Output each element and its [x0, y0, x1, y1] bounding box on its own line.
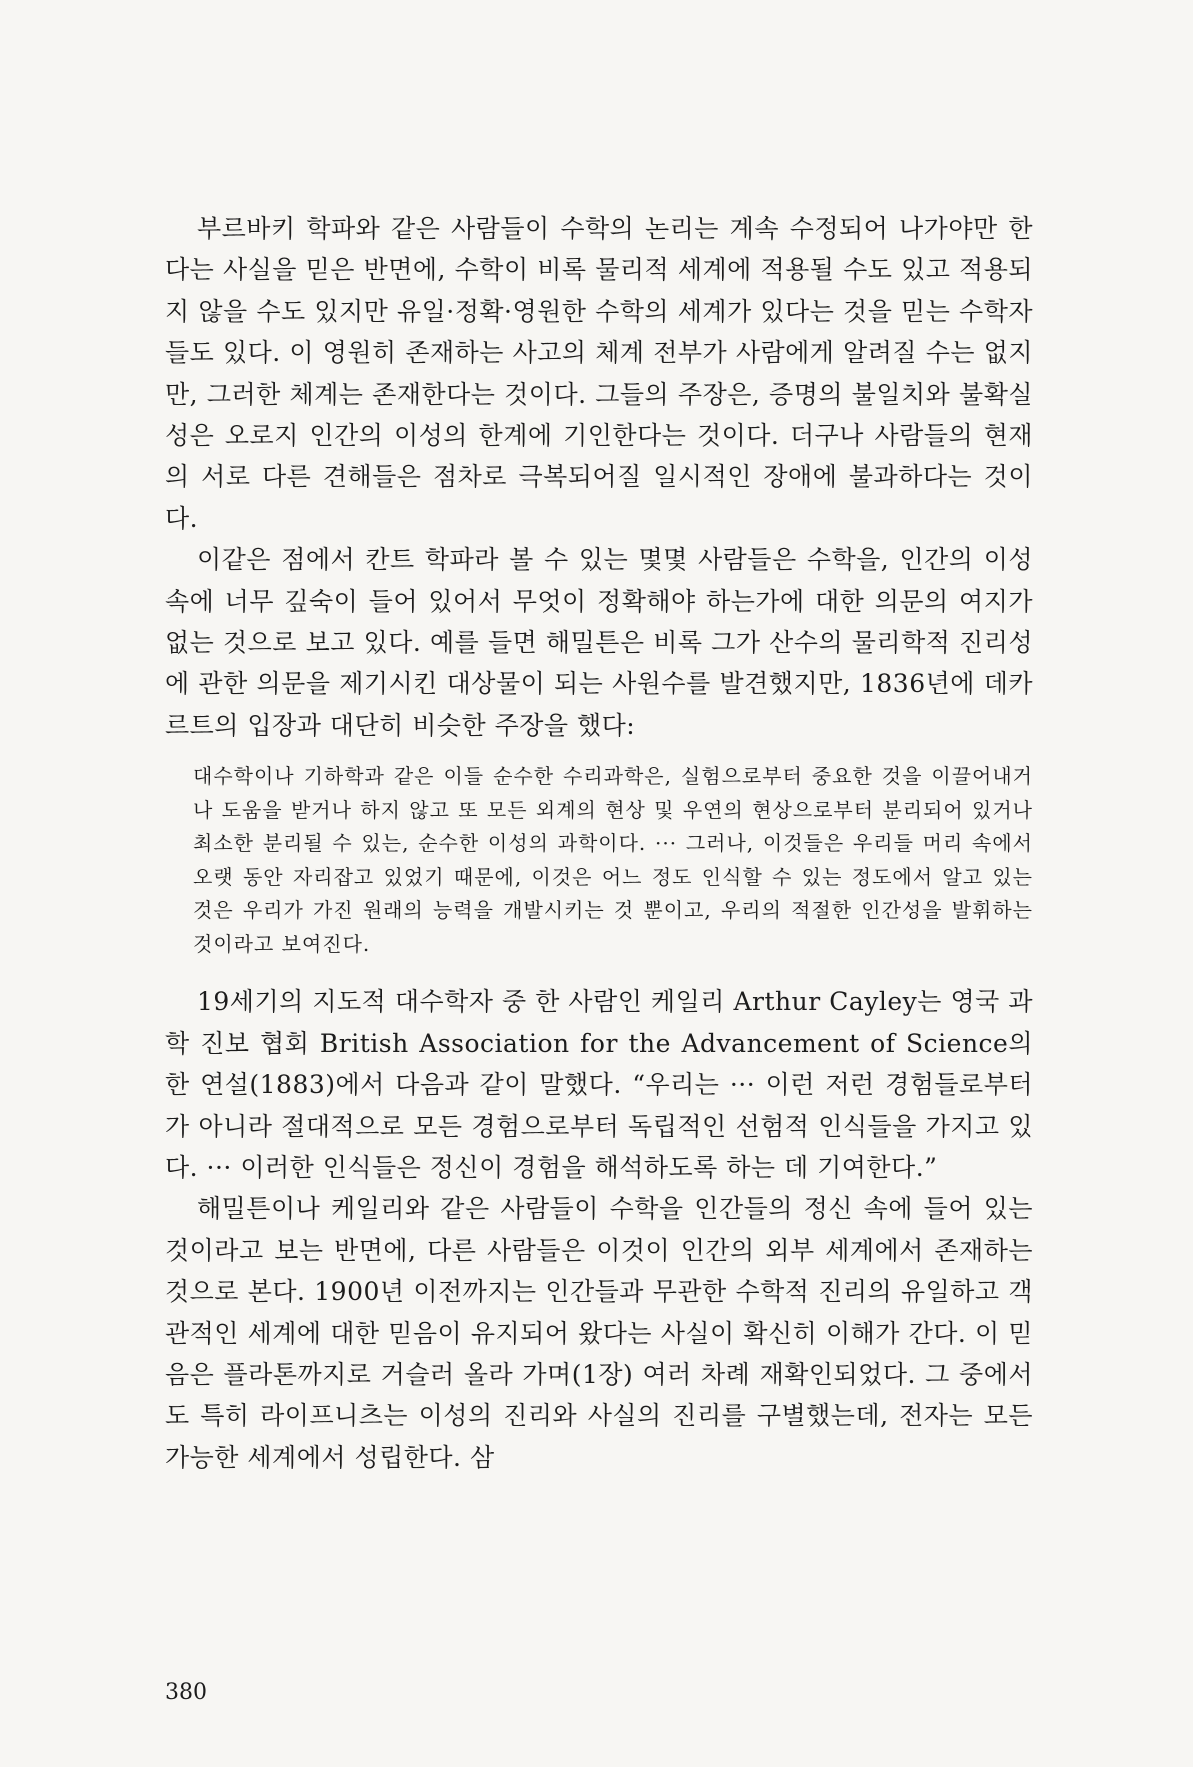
- paragraph-1: 부르바키 학파와 같은 사람들이 수학의 논리는 계속 수정되어 나가야만 한다는 사실을 믿은 반면에, 수학이 비록 물리적 세계에 적용될 수도 있고 적용되지 않을 수도 있지만 유일·정확·영원한 수학의 세계가 있다는 것을 믿는 수학자들도 있다. 이 영원히 존재하는 사고의 체계 전부가 사람에게 알려질 수는 없지만, 그러한 체계는 존재한다는 것이다. 그들의 주장은, 증명의 불일치와 불확실성은 오로지 인간의 이성의 한계에 기인한다는 것이다. 더구나 사람들의 현재의 서로 다른 견해들은 점차로 극복되어질 일시적인 장애에 불과하다는 것이다.: [165, 214, 1033, 533]
- page-body: [165, 208, 1033, 1478]
- block-quote: 대수학이나 기하학과 같은 이들 순수한 수리과학은, 실험으로부터 중요한 것을 이끌어내거나 도움을 받거나 하지 않고 또 모든 외계의 현상 및 우연의 현상으로부터 분리되어 있거나 최소한 분리될 수 있는, 순수한 이성의 과학이다. ··· 그러나, 이것들은 우리들 머리 속에서 오랫 동안 자리잡고 있었기 때문에, 이것은 어느 정도 인식할 수 있는 정도에서 알고 있는 것은 우리가 가진 원래의 능력을 개발시키는 것 뿐이고, 우리의 적절한 인간성을 발휘하는 것이라고 보여진다.: [193, 764, 1033, 956]
- paragraph-2: 이같은 점에서 칸트 학파라 볼 수 있는 몇몇 사람들은 수학을, 인간의 이성 속에 너무 깊숙이 들어 있어서 무엇이 정확해야 하는가에 대한 의문의 여지가 없는 것으로 보고 있다. 예를 들면 해밀튼은 비록 그가 산수의 물리학적 진리성에 관한 의문을 제기시킨 대상물이 되는 사원수를 발견했지만, 1836년에 데카르트의 입장과 대단히 비슷한 주장을 했다:: [165, 545, 1033, 740]
- page-number: 380: [165, 1680, 207, 1705]
- paragraph-4: 해밀튼이나 케일리와 같은 사람들이 수학을 인간들의 정신 속에 들어 있는 것이라고 보는 반면에, 다른 사람들은 이것이 인간의 외부 세계에서 존재하는 것으로 본다. 1900년 이전까지는 인간들과 무관한 수학적 진리의 유일하고 객관적인 세계에 대한 믿음이 유지되어 왔다는 사실이 확신히 이해가 간다. 이 믿음은 플라톤까지로 거슬러 올라 가며(1장) 여러 차례 재확인되었다. 그 중에서도 특히 라이프니츠는 이성의 진리와 사실의 진리를 구별했는데, 전자는 모든 가능한 세계에서 성립한다. 삼: [165, 1194, 1033, 1472]
- paragraph-3: 19세기의 지도적 대수학자 중 한 사람인 케일리 Arthur Cayley는 영국 과학 진보 협회 British Association for the Advancement of Science의 한 연설(1883)에서 다음과 같이 말했다. “우리는 ··· 이런 저런 경험들로부터가 아니라 절대적으로 모든 경험으로부터 독립적인 선험적 인식들을 가지고 있다. ··· 이러한 인식들은 정신이 경험을 해석하도록 하는 데 기여한다.”: [165, 987, 1033, 1182]
